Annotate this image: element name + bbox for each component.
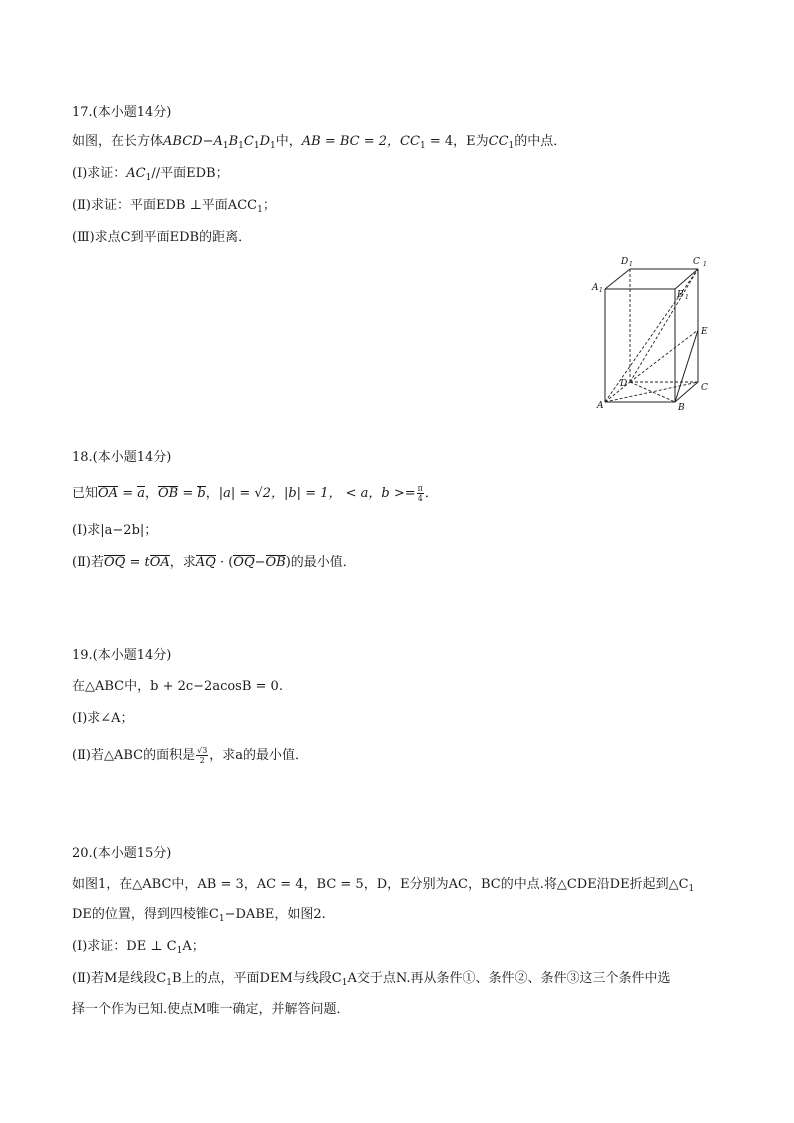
q17-part3: (Ⅲ)求点C到平面EDB的距离．	[72, 230, 252, 245]
q17-p1-math: AC	[126, 166, 146, 181]
q19-part2	[72, 746, 308, 765]
q17-body-name: ABCD−A	[163, 134, 223, 149]
q18-given-pre: 已知	[72, 486, 99, 501]
q18-vec-aq: AQ	[195, 555, 216, 570]
q20-line1-text: 如图1，在△ABC中，AB = 3，AC = 4，BC = 5，D，E分别为AC，BC的中点.将△CDE沿DE折起到△C	[72, 877, 689, 892]
label-d1: D	[621, 257, 629, 267]
q19-two: 2	[199, 756, 205, 765]
q18-vec-oq: OQ	[103, 555, 126, 570]
q19-given: 在△ABC中，b + 2c−2acosB = 0.	[72, 679, 283, 694]
label-d1-sub: 1	[629, 261, 633, 268]
q20-p2-pre: (Ⅱ)若M是线段C	[72, 971, 167, 986]
q20-p1-tail: A；	[182, 939, 205, 954]
q18-pi-over-4	[417, 484, 424, 503]
label-c1: C	[693, 257, 700, 267]
q20-line1-sub: 1	[688, 884, 695, 894]
q20-p2-tail: A交于点N.再从条件①、条件②、条件③这三个条件中选	[347, 971, 671, 986]
label-a1-sub: 1	[599, 287, 603, 294]
q18-vec-oq-2: OQ	[233, 555, 255, 570]
q18-header: 18.(本小题14分)	[72, 450, 172, 465]
label-e: E	[701, 327, 708, 337]
q18-vec-oa-2: OA	[149, 555, 170, 570]
q18-part1: (Ⅰ)求|a−2b|；	[72, 523, 158, 538]
label-c1-sub: 1	[703, 261, 707, 268]
label-b1-sub: 1	[685, 294, 689, 301]
q18-vec-b: b	[197, 486, 206, 501]
q20-line1	[72, 876, 694, 898]
q18-eq-t: = t	[125, 555, 150, 570]
q18-vec-a: a	[137, 486, 145, 501]
q19-part1: (Ⅰ)求∠A；	[72, 711, 134, 726]
q17-part1: (Ⅰ)求证：$AC_1//$平面EDB；	[72, 166, 229, 183]
cuboid-figure	[585, 252, 725, 417]
q19-sqrt3-over-2	[196, 746, 208, 765]
label-b: B	[678, 403, 685, 413]
q18-norm-a: |a| = √2，	[218, 486, 284, 501]
label-a1: A	[592, 283, 599, 293]
q18-part2	[72, 554, 356, 572]
q19-p2-end: ，求a的最小值．	[209, 748, 309, 763]
q17-p2-tail: ；	[262, 198, 276, 213]
q18-dot: · (	[215, 555, 234, 570]
q18-four: 4	[417, 494, 423, 503]
q18-p2-pre: (Ⅱ)若	[72, 555, 104, 570]
q17-stem-text: 如图，在长方体	[72, 134, 164, 149]
q18-p2-end: )的最小值．	[285, 555, 356, 570]
q17-cond-e: E为	[466, 134, 489, 149]
q18-given: 已知OA = a，OB = b，|a| = √2，|b| = 1， < a，b >= $\frac{\pi}{4}$ ．	[72, 484, 438, 503]
q18-pi: π	[417, 484, 423, 493]
q18-end: ．	[424, 486, 438, 501]
q20-line2: DE的位置，得到四棱锥$C_1-DABE$，如图2.	[72, 907, 326, 924]
label-b1: B	[677, 290, 684, 300]
q18-vec-ob-2: OB	[265, 555, 286, 570]
q17-p1-tail: //平面EDB；	[151, 166, 229, 181]
q19-header: 19.(本小题14分)	[72, 648, 172, 663]
q17-cond-ab: AB = BC = 2，	[301, 134, 401, 149]
q20-line2-tail: −DABE，如图2.	[224, 907, 326, 922]
q20-p2-mid: B上的点，平面DEM与线段C	[171, 971, 342, 986]
q17-cond-cc-val: = 4，	[425, 134, 467, 149]
q18-vec-oa: OA	[98, 486, 119, 501]
q17-stem: 如图，在长方体$ABCD-A_1B_1C_1D_1$中，AB = BC = 2，$CC_1 = 4$，E为$CC_1$的中点．	[72, 134, 567, 151]
q17-cond-cc: CC	[400, 134, 420, 149]
q20-header: 20.(本小题15分)	[72, 846, 172, 861]
q20-part2: (Ⅱ)若M是线段$C_1B$上的点，平面DEM与线段$C_1A$交于点N.再从条件①、条件②、条件③这三个条件中选	[72, 971, 671, 988]
label-a: A	[597, 401, 604, 411]
q20-part2-cont: 择一个作为已知.使点M唯一确定，并解答问题．	[72, 1002, 350, 1017]
q17-part2: (Ⅱ)求证：平面EDB ⊥平面$ACC_1$；	[72, 198, 276, 215]
q18-norm-b: |b| = 1，	[283, 486, 342, 501]
label-d: D	[620, 379, 628, 389]
q17-p2-label: (Ⅱ)求证：平面EDB ⊥平面ACC	[72, 198, 258, 213]
q17-stem-b: 中，	[275, 134, 302, 149]
q17-cond-e-tail: 的中点．	[514, 134, 567, 149]
q18-vec-ob: OB	[158, 486, 179, 501]
q17-header: 17.(本小题14分)	[72, 105, 172, 120]
q20-p1-pre: (Ⅰ)求证：DE ⊥ C	[72, 939, 177, 954]
q17-p1-label: (Ⅰ)求证：	[72, 166, 127, 181]
q19-p2-pre: (Ⅱ)若△ABC的面积是	[72, 748, 196, 763]
q20-part1: (Ⅰ)求证：DE ⊥ $C_1A$；	[72, 939, 205, 956]
q18-minus: −	[254, 555, 266, 570]
q19-sqrt3: √3	[197, 746, 208, 755]
q20-line2-pre: DE的位置，得到四棱锥C	[72, 907, 219, 922]
cuboid-svg	[585, 252, 725, 417]
q18-p2-mid: ，求	[169, 555, 196, 570]
label-c: C	[701, 383, 708, 393]
q18-angle: < a，b >=	[345, 486, 416, 501]
